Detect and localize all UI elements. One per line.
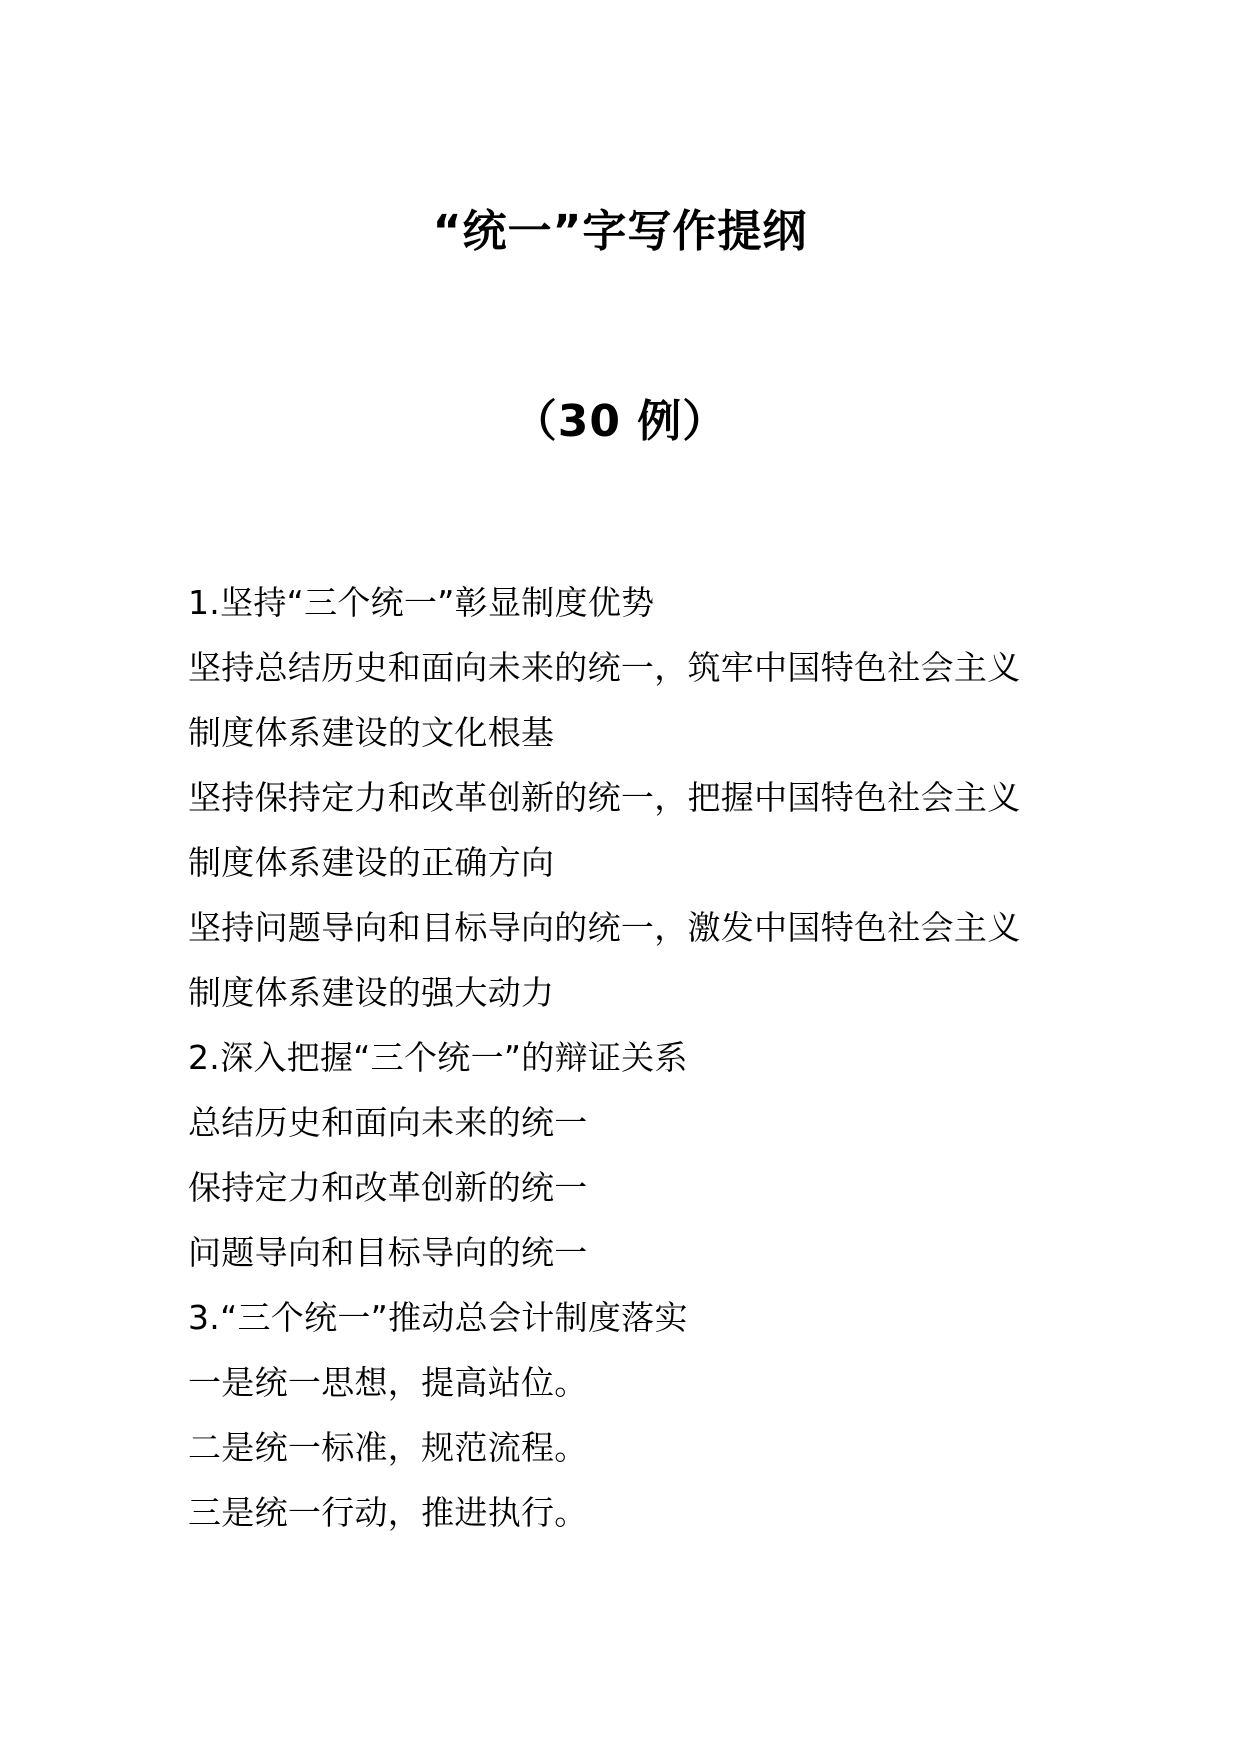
page-subtitle: （30 例） [512,396,728,447]
outline-line: 一是统一思想，提高站位。 [188,1363,588,1402]
section-heading-3: 3.“三个统一”推动总会计制度落实 [188,1298,688,1337]
outline-line: 制度体系建设的正确方向 [188,843,555,882]
outline-line: 总结历史和面向未来的统一 [188,1103,588,1142]
outline-line: 坚持问题导向和目标导向的统一，激发中国特色社会主义 [188,908,1021,947]
outline-line: 问题导向和目标导向的统一 [188,1233,588,1272]
outline-line: 三是统一行动，推进执行。 [188,1493,588,1532]
outline-line: 坚持保持定力和改革创新的统一，把握中国特色社会主义 [188,778,1021,817]
section-heading-1: 1.坚持“三个统一”彰显制度优势 [188,583,655,622]
outline-line: 制度体系建设的文化根基 [188,713,555,752]
section-heading-2: 2.深入把握“三个统一”的辩证关系 [188,1038,688,1077]
outline-line: 二是统一标准，规范流程。 [188,1428,588,1467]
outline-line: 坚持总结历史和面向未来的统一，筑牢中国特色社会主义 [188,648,1021,687]
outline-body [188,570,1088,1545]
page-title: “统一”字写作提纲 [432,206,808,257]
outline-line: 保持定力和改革创新的统一 [188,1168,588,1207]
outline-line: 制度体系建设的强大动力 [188,973,555,1012]
